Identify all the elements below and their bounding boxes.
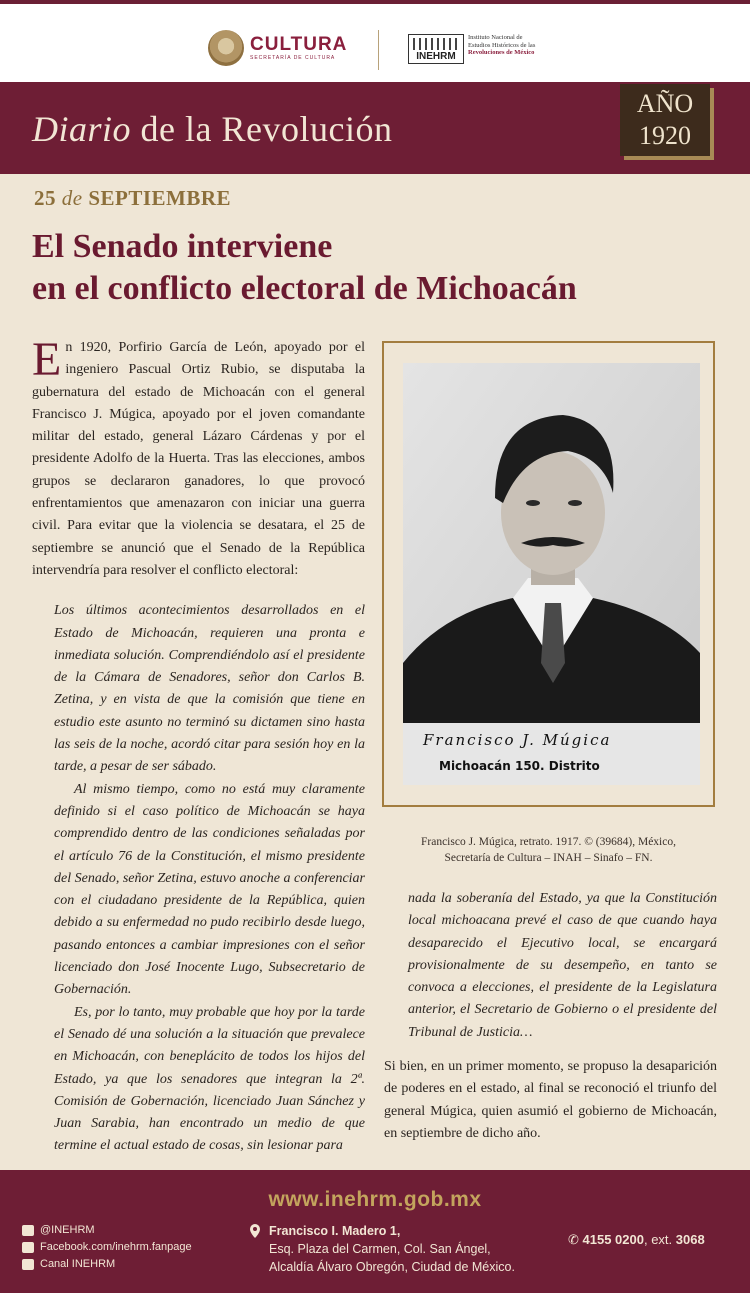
photo-handwritten-name: Francisco J. Múgica — [423, 731, 612, 749]
headline-line1: El Senado interviene — [32, 228, 333, 265]
seal-icon — [208, 30, 244, 66]
portrait-photo — [403, 363, 700, 785]
quote-paragraph-2: Al mismo tiempo, como no está muy claramente definido si el caso político de Michoacán se haya comprendido dentro de las condiciones señaladas por el artículo 76 de la Constitución, el mismo presidente del Senado, señor Zetina, estuvo anoche a conferenciar con el ciudadano presidente de la República, quien debido a su enfermedad no pudo recibirlo desde luego, pasando entonces a cambiar impresiones con el señor licenciado don José Inocente Lugo, Subsecretario de Gobernación. — [54, 781, 365, 998]
photo-frame — [382, 341, 715, 807]
facebook-icon — [22, 1242, 34, 1253]
phone-icon: ✆ — [568, 1232, 583, 1247]
year-badge — [620, 84, 710, 156]
photo-caption: Francisco J. Múgica, retrato. 1917. © (39684), México, Secretaría de Cultura – INAH – Sinafo – FN. — [421, 836, 676, 864]
headline-line2: en el conflicto electoral de Michoacán — [32, 270, 577, 307]
youtube-icon — [22, 1259, 34, 1270]
publication-title: Diario de la Revolución — [32, 109, 393, 149]
top-header — [0, 0, 750, 82]
dropcap: E — [32, 333, 62, 386]
year-label: AÑO — [636, 89, 694, 118]
social-links — [22, 1222, 192, 1273]
phone-number[interactable]: ✆ 4155 0200, ext. 3068 — [568, 1232, 705, 1247]
year-value: 1920 — [639, 121, 691, 150]
article-date: 25 de SEPTIEMBRE — [34, 186, 232, 210]
inehrm-description: Instituto Nacional de Estudios Históricos de las Revoluciones de México — [468, 34, 536, 56]
quote-continuation: nada la soberanía del Estado, ya que la Constitución local michoacana prevé el caso de que cuando haya desaparecido el Ejecutivo local, se encargará provisionalmente de su desempeño, en tanto se convoca a elecciones, el presidente de la Legislatura anterior, el Secretario de Gobierno o el presidente del Tribunal de Justicia… — [408, 891, 717, 1040]
address: Francisco I. Madero 1, Esq. Plaza del Carmen, Col. San Ángel, Alcaldía Álvaro Obregón, Ciudad de México. — [250, 1222, 515, 1276]
inehrm-name: INEHRM — [416, 51, 456, 62]
location-pin-icon — [250, 1224, 260, 1238]
intro-paragraph: En 1920, Porfirio García de León, apoyado por el ingeniero Pascual Ortiz Rubio, se disputaba la gubernatura del estado de Michoacán con el general Francisco J. Múgica, apoyado por el joven comandante militar del estado, general Lázaro Cárdenas y por el presidente Adolfo de la Huerta. Tras las elecciones, ambos grupos se declararon ganadores, lo que provocó enfrentamientos que amenazaron con iniciar una guerra civil. Para evitar que la violencia se desatara, el 25 de septiembre se anunció que el Senado de la República intervendría para resolver el conflicto electoral: — [32, 333, 365, 578]
footer — [0, 1170, 750, 1293]
quote-paragraph-1: Los últimos acontecimientos desarrollados en el Estado de Michoacán, requieren una pronta e inmediata solución. Comprendiéndolo así el presidente de la Cámara de Senadores, señor don Carlos B. Zetina, y en vista de que la comisión que tiene en estudio este asunto no terminó su dictamen sino hasta las seis de la noche, acordó citar para sesión hoy en la tarde, a pesar de ser sábado. — [54, 603, 365, 775]
twitter-icon — [22, 1225, 34, 1236]
building-icon — [408, 34, 464, 64]
facebook-link[interactable]: Facebook.com/inehrm.fanpage — [22, 1239, 192, 1256]
cultura-label: CULTURA — [250, 34, 348, 55]
closing-paragraph: Si bien, en un primer momento, se propuso la desaparición de poderes en el estado, al final se reconoció el triunfo del general Múgica, quien asumió el gobierno de Michoacán, en septiembre de dicho año. — [384, 1059, 717, 1141]
cultura-logo[interactable] — [208, 28, 347, 68]
website-link[interactable]: www.inehrm.gob.mx — [268, 1188, 482, 1211]
inehrm-logo[interactable] — [408, 34, 568, 64]
article-left-column — [32, 333, 365, 1158]
youtube-link[interactable]: Canal INEHRM — [22, 1256, 192, 1273]
quote-paragraph-3: Es, por lo tanto, muy probable que hoy por la tarde el Senado dé una solución a la situación que prevalece en Michoacán, con beneplácito de todos los hijos del Estado, ya que los senadores que integran la 2ª. Comisión de Gobernación, licenciado Juan Sánchez y Juan Sarabia, han encontrado un medio de que termine el actual estado de cosas, sin lesionar para — [54, 1004, 365, 1154]
twitter-link[interactable]: @INEHRM — [22, 1222, 192, 1239]
photo-handwritten-district: Michoacán 150. Distrito — [439, 759, 600, 773]
cultura-sub: SECRETARÍA DE CULTURA — [250, 55, 336, 61]
quote-block — [54, 600, 365, 1157]
headline — [32, 226, 732, 310]
header-divider — [378, 30, 379, 70]
